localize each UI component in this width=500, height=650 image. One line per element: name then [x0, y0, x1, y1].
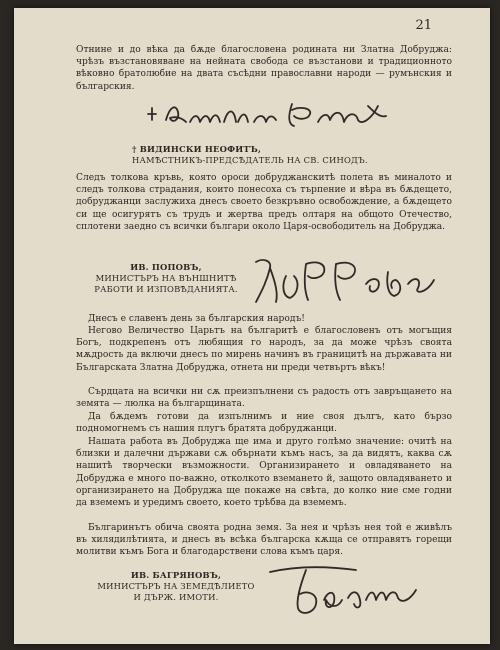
signatory-name-neofit: † ВИДИНСКИ НЕОФИТЪ,	[132, 144, 262, 154]
paragraph-bloodless-liberation: Следъ толкова кръвь, която ороси добруджанскитѣ полета въ миналото и следъ толкова страдания, които понесоха съ търпение и вѣра въ бѫдещето, добруджанци заслужиха днесъ своето безкръвно освобождение, а бѫдещето си ще осигурятъ съ трудъ и жертва предъ олтаря на общото Отечество, сплотени заедно съ всички българи около Царя-освободитель на Добруджа.	[76, 173, 452, 232]
signatory-title-popov-line2: РАБОТИ И ИЗПОВѢДАНИЯТА.	[94, 284, 238, 294]
paragraph-native-land: Българинътъ обича своята родна земя. За нея и чрѣзъ нея той е живѣлъ въ хилядилѣтията, и днесъ въ всѣка българска кѫща се отправятъ горещи молитви къмъ Бога и благодарствени слова къмъ царя.	[76, 523, 452, 558]
paragraph-glorious-day: Днесъ е славенъ день за българския народъ!	[88, 314, 305, 324]
paragraph-dobrudzha-blessing: Отнине и до вѣка да бѫде благословена родината ни Златна Добруджа: чрѣзъ възстановяване на нейната свобода се възстанови и традиционното вѣковно братолюбие на двата съсѣдни православни народи — румънския и българския.	[76, 45, 452, 92]
signature-block-popov	[86, 262, 246, 295]
paragraph-tsar-blessing: Негово Величество Царьтъ на българитѣ е благословенъ отъ могъщия Богъ, подкрепенъ отъ любящия го народъ, за да може чрѣзъ своята мѫдрость да включи днесъ по мирень начинъ въ границитѣ на държавата ни Българската Златна Добруджа, отнета ни преди четвъртъ вѣкъ!	[76, 326, 452, 373]
signature-block-neofit	[132, 144, 382, 166]
handwritten-signature-bagrianov	[266, 560, 426, 622]
paragraph-ready-duty: Да бѫдемъ готови да изпълнимъ и ние своя дългъ, като бързо подномогнемъ съ нашия плугъ братята добруджанци.	[76, 412, 452, 435]
paragraph-work-meaning: Нашата работа въ Добруджа ще има и друго голѣмо значение: очитѣ на близки и далечни държави сѫ обърнати къмъ насъ, за да видятъ, каква сѫ нашитѣ творчески възможности. Организирането и овладяването на Добруджа е много по-важно, отколкото вземането й, защото овладяването и организирането на Добруджа ще покаже на свѣта, до колко ние сме годни да вземемъ и уредимъ своето, което трѣбва да вземемъ.	[76, 437, 452, 509]
handwritten-signature-neofit	[142, 98, 392, 134]
handwritten-signature-popov	[242, 254, 442, 310]
signatory-title-neofit: НАМѢСТНИКЪ-ПРЕДСѢДАТЕЛЬ НА СВ. СИНОДЪ.	[132, 155, 368, 165]
signatory-name-bagrianov: ИВ. БАГРЯНОВЪ,	[130, 570, 222, 580]
paragraph-hearts-joy: Сърдцата на всички ни сѫ преизпълнени съ радость отъ завръщането на земята — люлка на българщината.	[76, 387, 452, 410]
signature-block-bagrianov	[86, 570, 266, 603]
page-number: 21	[415, 18, 432, 33]
signatory-title-popov-line1: МИНИСТЪРЪ НА ВЪНШНИТѢ	[95, 273, 237, 283]
signatory-title-bagrianov-line2: И ДЪРЖ. ИМОТИ.	[133, 592, 219, 602]
signatory-title-bagrianov-line1: МИНИСТЪРЪ НА ЗЕМЕДѢЛИЕТО	[97, 581, 255, 591]
document-page	[14, 8, 490, 644]
signatory-name-popov: ИВ. ПОПОВЪ,	[130, 262, 202, 272]
